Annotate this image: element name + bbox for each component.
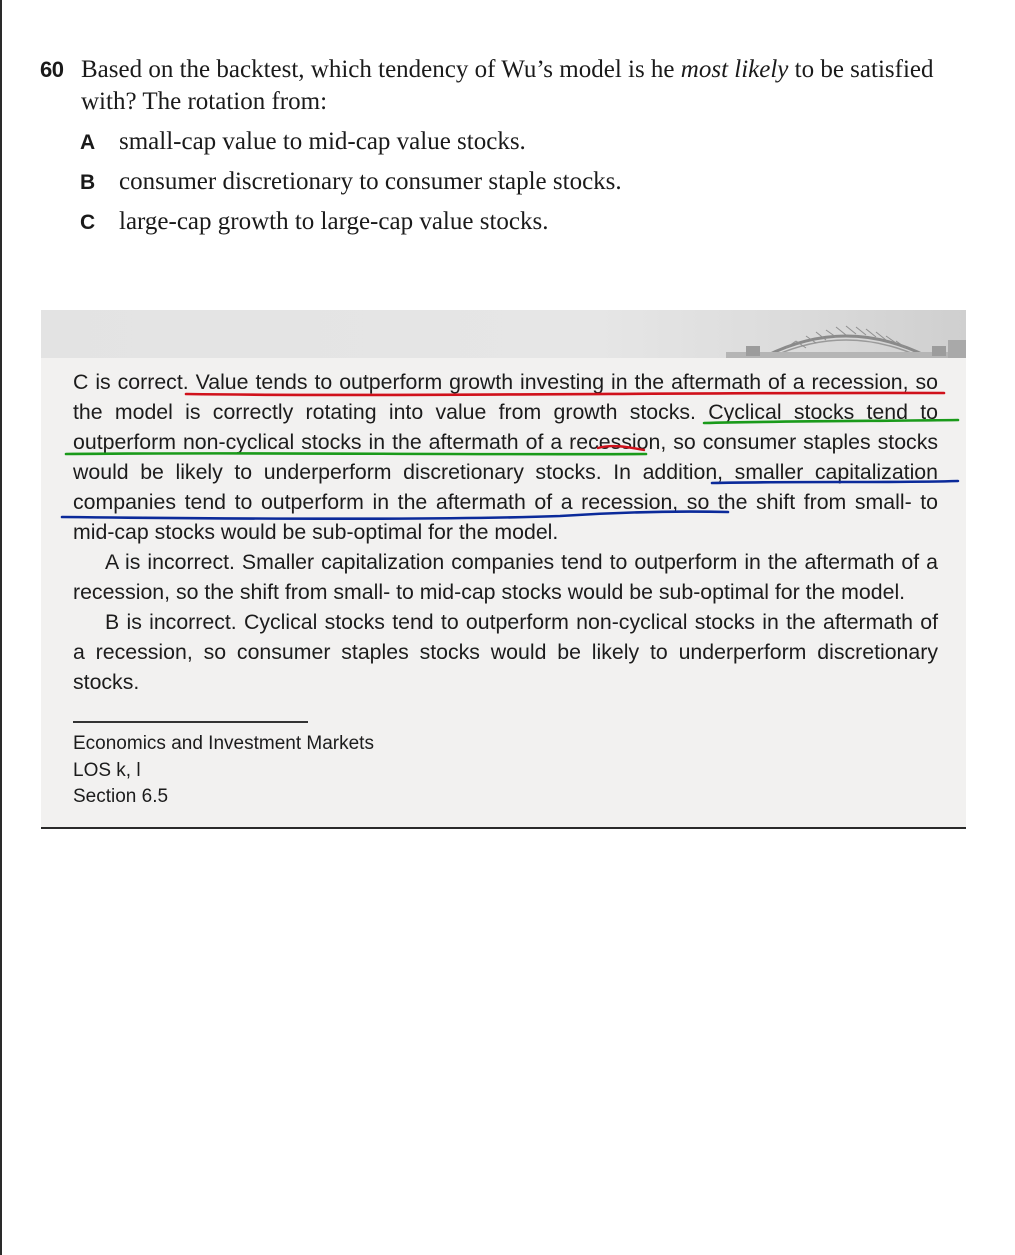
bridge-illustration-icon: [726, 310, 966, 358]
option-a-letter: A: [80, 131, 96, 154]
explanation-correct-paragraph: C is correct. Value tends to outperform growth investing in the aftermath of a recession, so the model is correctly rotating into value from growth stocks. Cyclical stocks tend to outperform non-cyclical stocks in the aftermath of a recession, so consumer staples stocks would be likely to underperform discretionary stocks. In addition, smaller capitalization companies tend to outperform in the aftermath of a recession, so the shift from small- to mid-cap stocks would be sub-optimal for the model.: [73, 370, 938, 544]
question-block: [40, 54, 940, 246]
reference-divider: [73, 721, 308, 723]
option-b-letter: B: [80, 171, 96, 194]
solution-banner: [41, 310, 966, 358]
page-left-edge: [0, 0, 2, 1255]
reference-los: LOS k, l: [73, 759, 141, 781]
option-c: [40, 206, 940, 246]
reference-topic: Economics and Investment Markets: [73, 733, 374, 754]
question-text: Based on the backtest, which tendency of Wu’s model is he most likely to be satisfied with? The rotation from:: [81, 56, 934, 115]
reference-section: Section 6.5: [73, 786, 169, 807]
answer-options: [40, 126, 940, 246]
option-c-text: large-cap growth to large-cap value stocks.: [119, 208, 549, 235]
option-b-text: consumer discretionary to consumer staple stocks.: [119, 168, 622, 195]
question-number: 60: [40, 57, 64, 82]
option-b: [40, 166, 940, 206]
option-a: [40, 126, 940, 166]
option-c-letter: C: [80, 211, 96, 234]
option-a-text: small-cap value to mid-cap value stocks.: [119, 128, 526, 155]
solution-bottom-rule: [41, 827, 966, 829]
references: [73, 731, 374, 811]
solution-explanation: [73, 367, 938, 697]
question-emphasis: most likely: [680, 56, 789, 83]
explanation-a-paragraph: A is incorrect. Smaller capitalization companies tend to outperform in the aftermath of a recession, so the shift from small- to mid-cap stocks would be sub-optimal for the model.: [73, 550, 938, 604]
explanation-b-paragraph: B is incorrect. Cyclical stocks tend to outperform non-cyclical stocks in the aftermath of a recession, so consumer staples stocks would be likely to underperform discretionary stocks.: [73, 610, 938, 694]
